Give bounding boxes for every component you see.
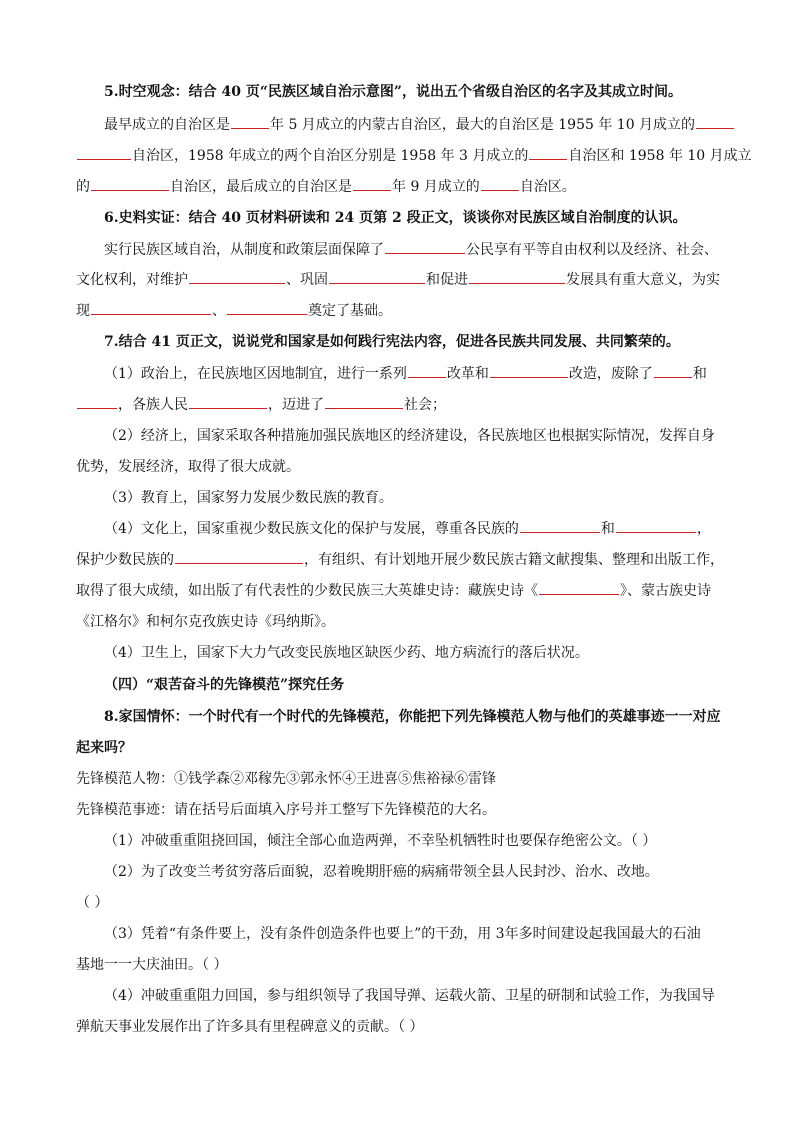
- answer-blank[interactable]: [385, 240, 465, 254]
- answer-blank[interactable]: [91, 301, 211, 315]
- q8-deed-3-line-2: 基地一一大庆油田。（ ）: [76, 957, 228, 973]
- q7-economy-line-1: （2）经济上，国家采取各种措施加强民族地区的经济建设，各民族地区也根据实际情况，发挥自身: [104, 428, 715, 444]
- q8-deed-1: （1）冲破重重阻挠回国，倾注全部心血造两弹，不幸坠机牺牲时也要保存绝密公文。（ ）: [104, 833, 657, 849]
- q8-deed-3-line-1: （3）凭着“有条件要上，没有条件创造条件也要上”的干劲，用 3年多时间建设起我国最大的石油: [104, 926, 701, 942]
- q7-politics-line-1: （1）政治上，在民族地区因地制宜，进行一系列 改革和 改造，废除了 和: [104, 366, 707, 382]
- answer-blank[interactable]: [189, 395, 267, 409]
- answer-blank[interactable]: [329, 270, 425, 284]
- q8-deed-4-line-2: 弹航天事业发展作出了许多具有里程碑意义的贡献。（ ）: [76, 1019, 424, 1035]
- section-4-heading: （四）“艰苦奋斗的先锋模范”探究任务: [104, 677, 345, 693]
- answer-blank[interactable]: [481, 177, 519, 191]
- q6-line-1: 实行民族区域自治，从制度和政策层面保障了 公民享有平等自由权利以及经济、社会、: [104, 242, 718, 258]
- answer-blank[interactable]: [654, 364, 692, 378]
- q7-title: 7.结合 41 页正文，说说党和国家是如何践行宪法内容，促进各民族共同发展、共同繁荣的。: [104, 334, 680, 350]
- q6-line-2: 文化权利，对维护 、巩固 和促进 发展具有重大意义，为实: [76, 272, 720, 288]
- answer-blank[interactable]: [353, 177, 391, 191]
- answer-blank[interactable]: [490, 364, 568, 378]
- q7-economy-line-2: 优势，发展经济，取得了很大成就。: [76, 459, 300, 475]
- q8-title-line-1: 8.家国情怀：一个时代有一个时代的先锋模范，你能把下列先锋模范人物与他们的英雄事迹一一对应: [104, 709, 721, 725]
- answer-blank[interactable]: [616, 519, 696, 533]
- q6-line-3: 现 、 奠定了基础。: [76, 303, 392, 319]
- q7-culture-line-4: 《江格尔》和柯尔克孜族史诗《玛纳斯》。: [76, 614, 335, 630]
- q6-title: 6.史料实证：结合 40 页材料研读和 24 页第 2 段正文，谈谈你对民族区域自治制度的认识。: [104, 210, 687, 226]
- answer-blank[interactable]: [231, 115, 269, 129]
- q8-people-list: 先锋模范人物：①钱学森②邓稼先③郭永怀④王进喜⑤焦裕禄⑥雷锋: [76, 771, 496, 787]
- answer-blank[interactable]: [175, 550, 303, 564]
- q5-line-2: 自治区，1958 年成立的两个自治区分别是 1958 年 3 月成立的 自治区和 1958 年 10 月成立: [76, 146, 752, 166]
- q7-health: （4）卫生上，国家下大力气改变民族地区缺医少药、地方病流行的落后状况。: [104, 645, 589, 661]
- q8-deed-2-line-1: （2）为了改变兰考贫穷落后面貌，忍着晚期肝癌的病痛带领全县人民封沙、治水、改地。: [104, 864, 659, 880]
- q8-deed-4-line-1: （4）冲破重重阻力回国，参与组织领导了我国导弹、运载火箭、卫星的研制和试验工作，为我国导: [104, 988, 715, 1004]
- answer-blank[interactable]: [189, 270, 285, 284]
- answer-blank[interactable]: [77, 395, 117, 409]
- answer-blank[interactable]: [91, 177, 169, 191]
- q7-politics-line-2: ，各族人民 ，迈进了 社会；: [76, 395, 446, 415]
- answer-blank[interactable]: [408, 364, 446, 378]
- answer-blank[interactable]: [539, 581, 619, 595]
- q7-education: （3）教育上，国家努力发展少数民族的教育。: [104, 490, 393, 506]
- q5-line-1: 最早成立的自治区是 年 5 月成立的内蒙古自治区，最大的自治区是 1955 年 10 月成立的: [104, 115, 735, 135]
- q7-culture-line-2: 保护少数民族的 ，有组织、有计划地开展少数民族古籍文献搜集、整理和出版工作，: [76, 552, 724, 568]
- answer-blank[interactable]: [696, 115, 734, 129]
- q8-title-line-2: 起来吗？: [76, 740, 132, 756]
- answer-blank[interactable]: [469, 270, 565, 284]
- q7-culture-line-3: 取得了很大成绩，如出版了有代表性的少数民族三大英雄史诗：藏族史诗《 》、蒙古族史诗: [76, 583, 711, 599]
- q5-line-3: 的 自治区，最后成立的自治区是 年 9 月成立的 自治区。: [76, 179, 576, 195]
- q5-title: 5.时空观念：结合 40 页“民族区域自治示意图”，说出五个省级自治区的名字及其成立时间。: [104, 84, 682, 100]
- answer-blank[interactable]: [77, 146, 131, 160]
- q8-deeds-intro: 先锋模范事迹：请在括号后面填入序号并工整写下先锋模范的大名。: [76, 802, 496, 818]
- q8-deed-2-answer[interactable]: （ ）: [76, 895, 109, 911]
- answer-blank[interactable]: [529, 146, 567, 160]
- answer-blank[interactable]: [520, 519, 600, 533]
- answer-blank[interactable]: [227, 301, 307, 315]
- answer-blank[interactable]: [325, 395, 403, 409]
- q7-culture-line-1: （4）文化上，国家重视少数民族文化的保护与发展，尊重各民族的 和 ，: [104, 521, 711, 537]
